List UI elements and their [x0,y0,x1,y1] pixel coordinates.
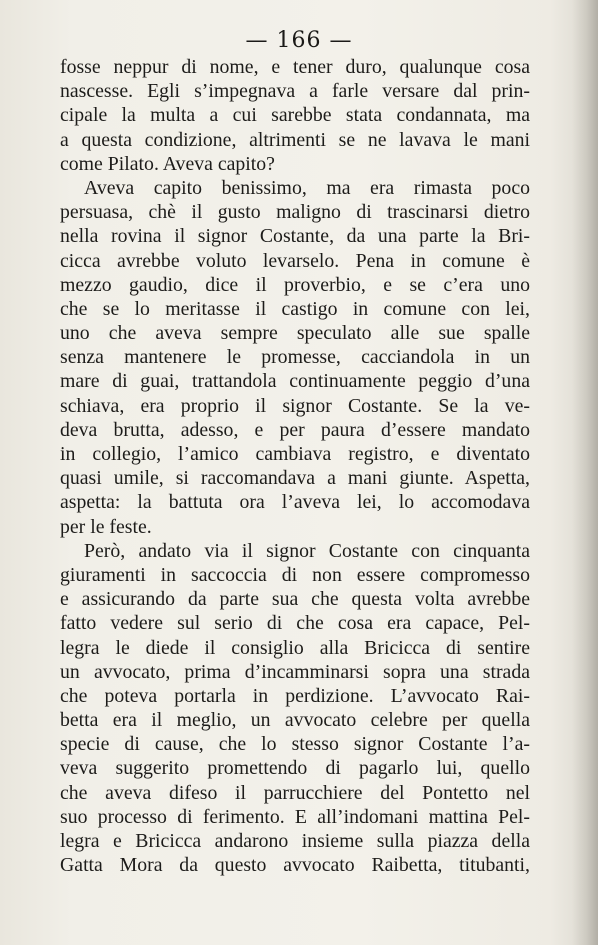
text-line: cipale la multa a cui sarebbe stata condannata, ma [60,104,530,127]
text-line: cicca avrebbe voluto levarselo. Pena in comune è [60,249,530,272]
body-text [60,55,530,877]
text-line: mare di guai, trattandola continuamente peggio d’una [60,370,530,393]
text-line: suo processo di ferimento. E all’indomani mattina Pel- [60,805,530,828]
text-line: senza mantenere le promesse, cacciandola in un [60,346,530,369]
text-line: che aveva difeso il parrucchiere del Pontetto nel [60,781,530,804]
text-line: giuramenti in saccoccia di non essere compromesso [60,563,530,586]
text-line: veva suggerito promettendo di pagarlo lui, quello [60,757,530,780]
text-line: nella rovina il signor Costante, da una parte la Bri- [60,225,530,248]
text-line: uno che aveva sempre speculato alle sue spalle [60,322,530,345]
text-line: quasi umile, si raccomandava a mani giunte. Aspetta, [60,467,530,490]
text-line: schiava, era proprio il signor Costante. Se la ve- [60,394,530,417]
text-line: fatto vedere sul serio di che cosa era capace, Pel- [60,612,530,635]
text-line: specie di cause, che lo stesso signor Costante l’a- [60,733,530,756]
text-line: Aveva capito benissimo, ma era rimasta poco [84,176,530,199]
text-line: fosse neppur di nome, e tener duro, qualunque cosa [60,56,530,78]
page-number: — 166 — [245,28,353,53]
text-line: come Pilato. Aveva capito? [60,152,275,175]
text-line: che poteva portarla in perdizione. L’avvocato Rai- [60,684,530,707]
spine-shadow [572,0,598,945]
text-line: deva brutta, adesso, e per paura d’essere mandato [60,418,530,441]
text-line: per le feste. [60,515,152,538]
text-line: Però, andato via il signor Costante con cinquanta [84,539,530,562]
text-line: aspetta: la battuta ora l’aveva lei, lo accomodava [60,491,530,514]
text-line: mezzo gaudio, dice il proverbio, e se c’era uno [60,273,530,296]
text-line: a questa condizione, altrimenti se ne lavava le mani [60,128,530,151]
text-line: in collegio, l’amico cambiava registro, e diventato [60,443,530,465]
text-line: che se lo meritasse il castigo in comune con lei, [60,297,530,320]
text-line: un avvocato, prima d’incamminarsi sopra una strada [60,660,530,683]
text-line: nascesse. Egli s’impegnava a farle versare dal prin- [60,80,530,103]
text-line: legra le diede il consiglio alla Bricicca di sentire [60,636,530,659]
text-line: e assicurando da parte sua che questa volta avrebbe [60,588,530,611]
text-line: legra e Bricicca andarono insieme sulla piazza della [60,830,530,852]
text-line: persuasa, chè il gusto maligno di trascinarsi dietro [60,201,530,224]
text-line: Gatta Mora da questo avvocato Raibetta, titubanti, [60,854,530,877]
text-line: betta era il meglio, un avvocato celebre per quella [60,709,530,732]
